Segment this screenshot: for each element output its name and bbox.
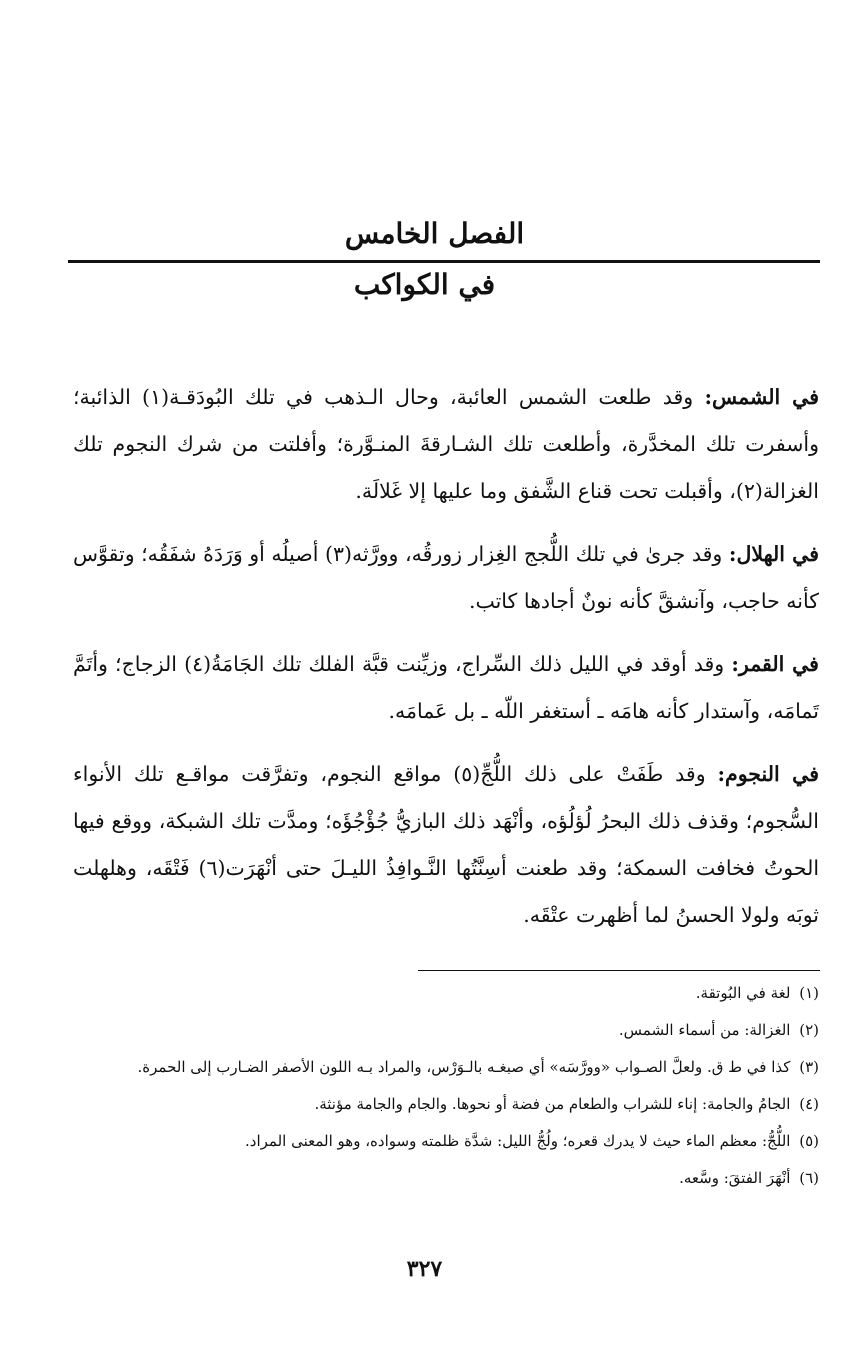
- paragraph-text: وقد طلعت الشمس العائبة، وحال الـذهب في تلك البُودَقـة(١) الذائبة؛ وأسفرت تلك المخدَّرة، وأطلعت تلك الشـارقةَ المنـوَّرة؛ وأفلتت من شرك النجوم تلك الغزالة(٢)، وأقبلت تحت قناع الشَّفق وما عليها إلا غَلالَة.: [73, 385, 819, 503]
- footnote-text: الغزالة: من أسماء الشمس.: [618, 1021, 791, 1039]
- footnote-number: (٢): [799, 1021, 819, 1039]
- footnote-divider: [418, 970, 820, 971]
- paragraph-text: وقد جرىٰ في تلك اللُّجج الغِزار زورقُه، وورَّثه(٣) أصيلُه أو وَرَدَهُ شفَقُه؛ وتقوَّس كأنه حاجب، وآنشقَّ كأنه نونٌ أجادها كاتب.: [73, 542, 819, 613]
- footnote-number: (٤): [799, 1095, 819, 1113]
- title-divider: [68, 260, 820, 263]
- paragraph-crescent: [73, 531, 819, 625]
- paragraph-heading: في النجوم:: [717, 762, 820, 786]
- body-text: [73, 374, 819, 955]
- paragraph-moon: [73, 641, 819, 735]
- paragraph-text: وقد طَفَتْ على ذلك اللُّجِّ(٥) مواقع النجوم، وتفرَّقت مواقـع تلك الأنواء السُّجوم؛ وقذف ذلك البحرُ لُؤلُؤه، وأنْهَد ذلك البازيُّ جُؤْجُؤَه؛ ومدَّت تلك الشبكة، ووقع فيها الحوتُ فخافت السمكة؛ وقد طعنت أسِنَّتُها النَّـوافِذُ الليـلَ حتى أنْهَرَت(٦) فَتْقَه، وهلهلت ثوبَه ولولا الحسنُ لما أظهرت عتْقَه.: [73, 762, 820, 927]
- footnote: [73, 1052, 819, 1083]
- footnote-text: اللُّجُّ: معظم الماء حيث لا يدرك قعره؛ ولُجُّ الليل: شدَّة ظلمته وسواده، وهو المعنى المراد.: [245, 1132, 791, 1150]
- paragraph-stars: [73, 751, 819, 939]
- chapter-subtitle: في الكواكب: [353, 268, 496, 301]
- footnote-text: كذا في ط ق. ولعلَّ الصـواب «وورَّسَه» أي صبغـه بالـوَرْس، والمراد بـه اللون الأصفر الضـارب إلى الحمرة.: [137, 1058, 791, 1076]
- footnote: [73, 1015, 819, 1046]
- footnotes: [73, 978, 819, 1200]
- paragraph-sun: [73, 374, 819, 515]
- paragraph-heading: في الهلال:: [728, 542, 819, 566]
- footnote: [73, 1126, 819, 1157]
- page-number: ٣٢٧: [406, 1256, 443, 1282]
- footnote-number: (٦): [799, 1169, 819, 1187]
- paragraph-heading: في الشمس:: [704, 385, 820, 409]
- footnote-text: لغة في البُوتقة.: [695, 984, 791, 1002]
- footnote-text: الجامُ والجامة: إناء للشراب والطعام من فضة أو نحوها. والجام والجامة مؤنثة.: [314, 1095, 791, 1113]
- paragraph-text: وقد أوقد في الليل ذلك السِّراج، وزيِّنت قبَّة الفلك تلك الجَامَةُ(٤) الزجاج؛ وأتَمَّ تَمامَه، وآستدار كأنه هامَه ـ أستغفر اللّه ـ بل عَمامَه.: [73, 652, 819, 723]
- chapter-title-text: الفصل الخامس: [344, 217, 525, 250]
- footnote-text: أنْهَرَ الفتقَ: وسَّعه.: [679, 1169, 791, 1187]
- footnote-number: (٥): [799, 1132, 819, 1150]
- paragraph-heading: في القمر:: [731, 652, 819, 676]
- footnote: [73, 978, 819, 1009]
- chapter-title: [0, 214, 849, 254]
- footnote-number: (١): [799, 984, 819, 1002]
- footnote: [73, 1089, 819, 1120]
- footnote: [73, 1163, 819, 1194]
- footnote-number: (٣): [799, 1058, 819, 1076]
